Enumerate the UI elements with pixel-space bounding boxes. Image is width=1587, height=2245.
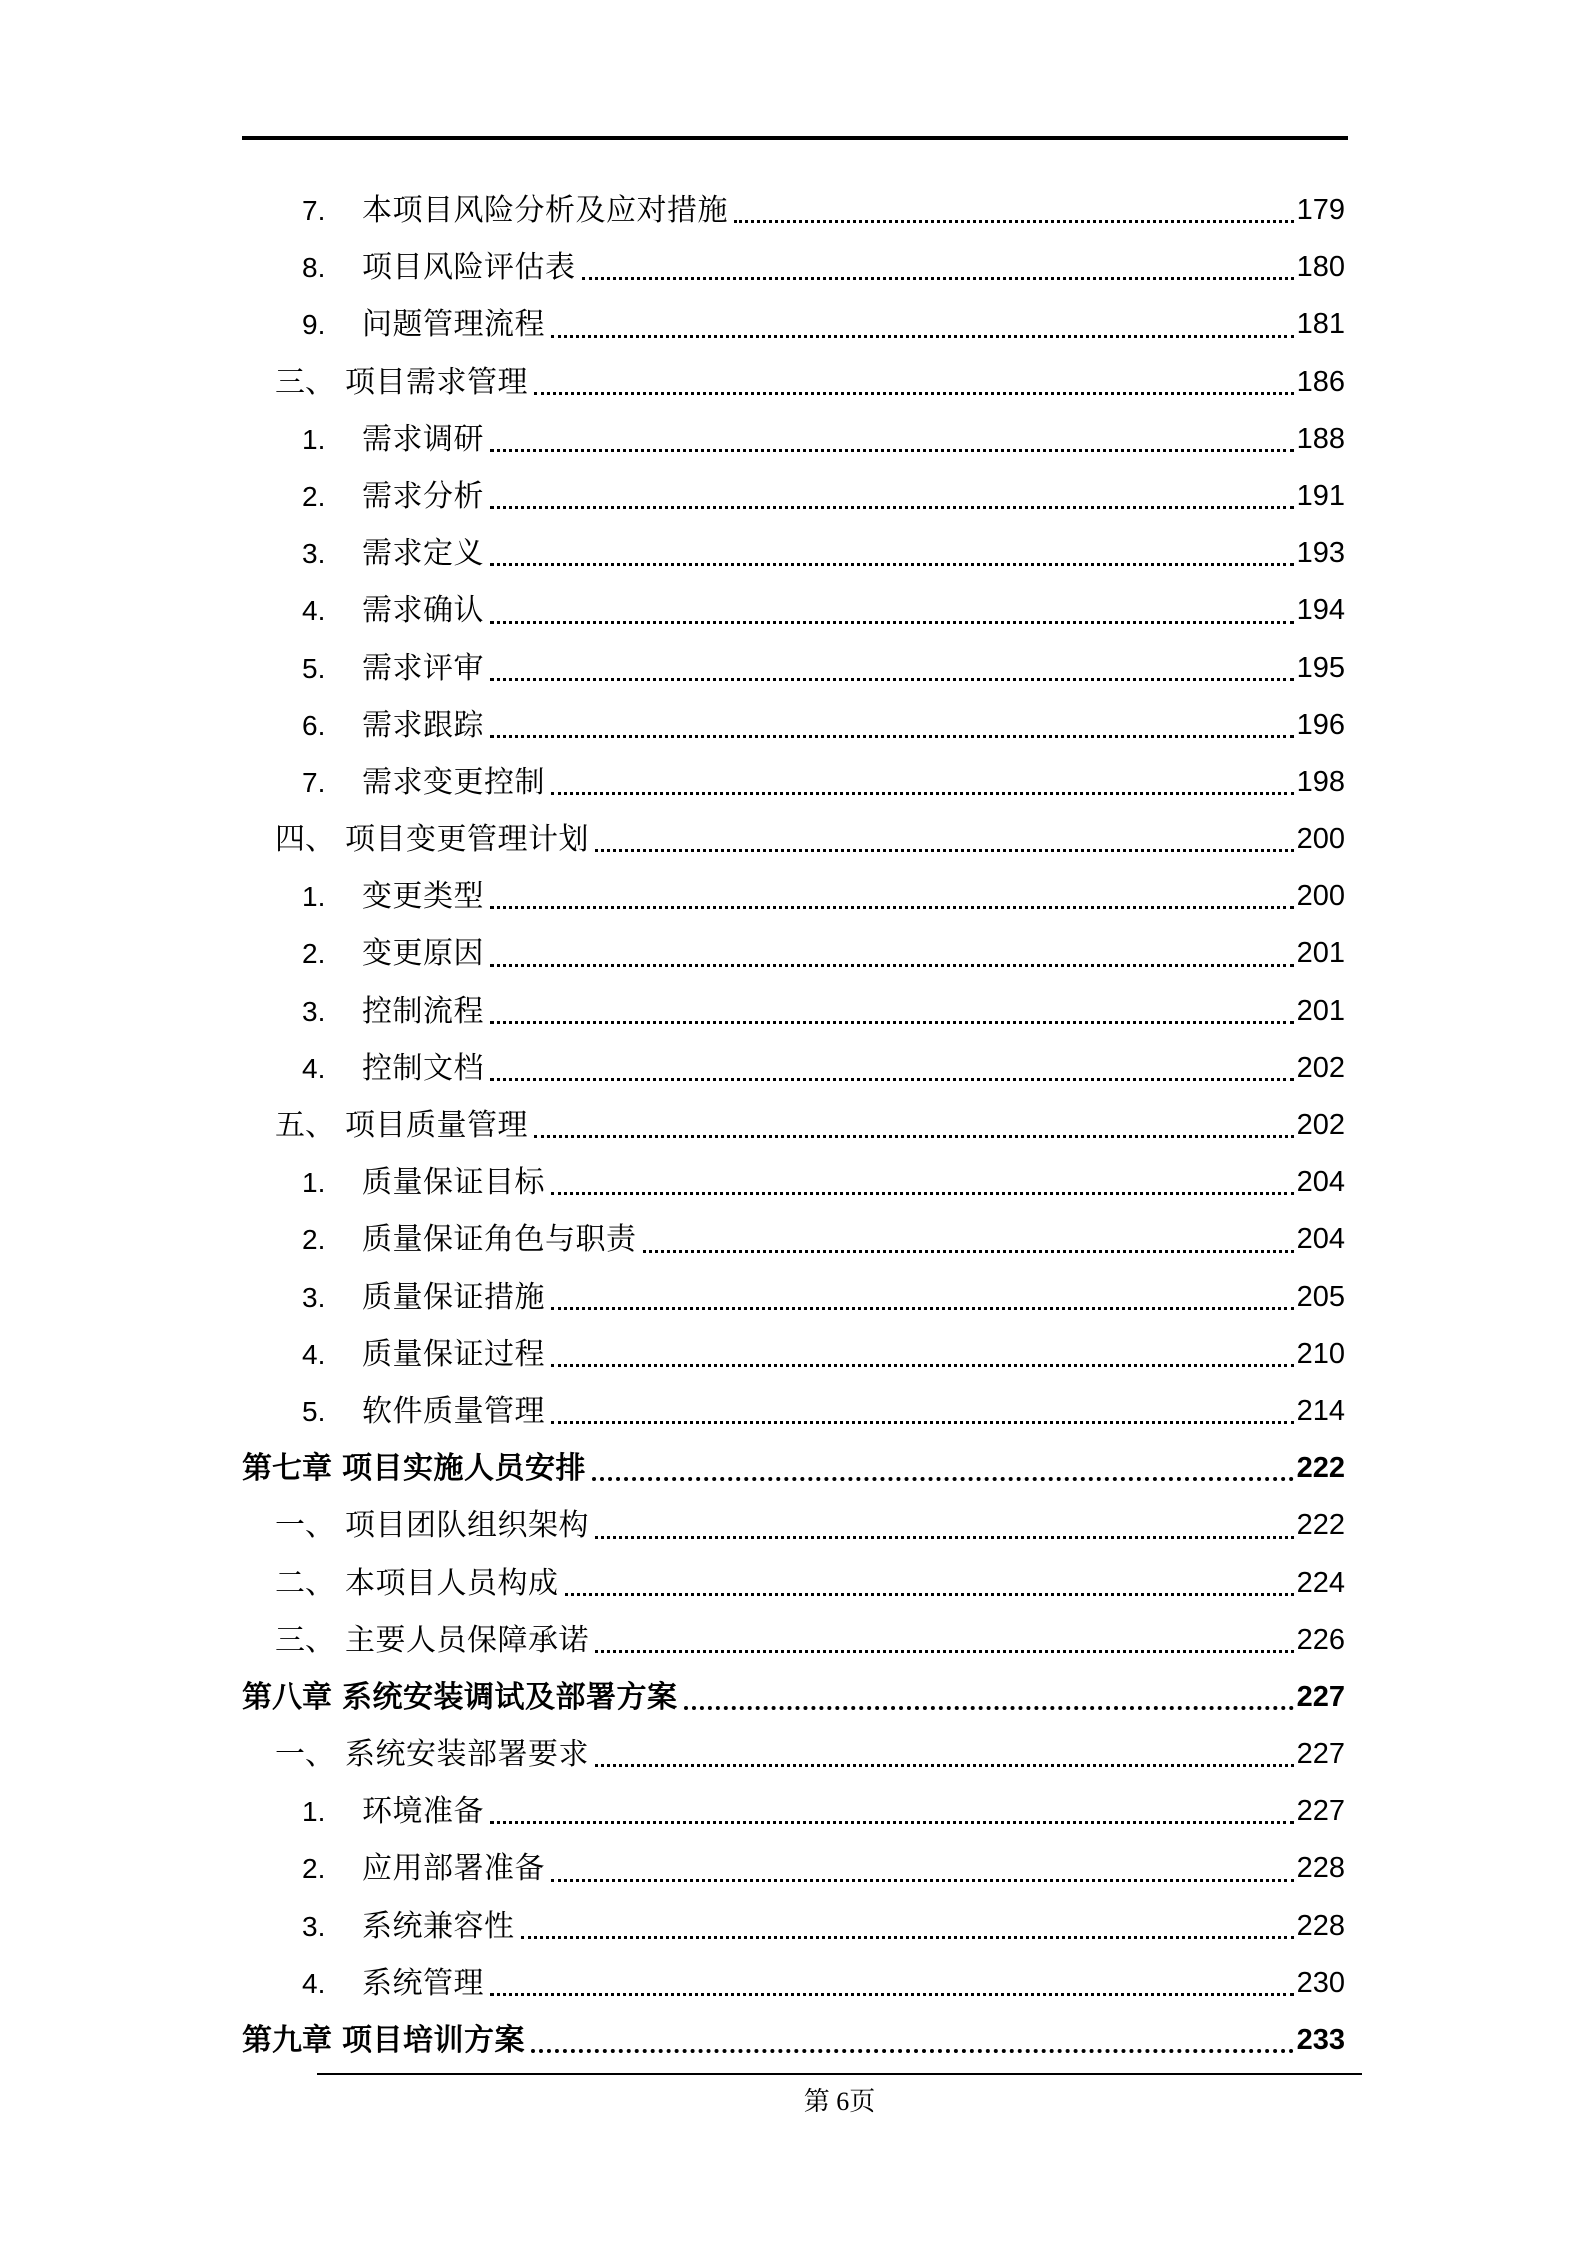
entry-marker: 2. (302, 1224, 326, 1256)
dot-leader (490, 1021, 1294, 1024)
dot-leader (490, 1821, 1294, 1824)
entry-marker: 1. (302, 1796, 326, 1828)
toc-entry[interactable] (242, 983, 1345, 1040)
toc-entry[interactable] (242, 1955, 1345, 2012)
dot-leader (595, 1650, 1294, 1653)
entry-title: 软件质量管理 (362, 1394, 545, 1428)
header-rule (242, 136, 1348, 140)
toc-entry[interactable] (242, 868, 1345, 925)
entry-marker: 1. (302, 1167, 326, 1199)
entry-marker: 5. (302, 652, 326, 684)
entry-page-number: 204 (1296, 1223, 1345, 1256)
toc-entry[interactable] (242, 1898, 1345, 1955)
toc-entry[interactable] (242, 811, 1345, 868)
entry-marker: 第九章 (242, 2024, 332, 2057)
toc-entry[interactable] (242, 1383, 1345, 1440)
entry-page-number: 233 (1296, 2024, 1345, 2056)
entry-title: 环境准备 (362, 1795, 484, 1829)
entry-page-number: 228 (1296, 1852, 1345, 1885)
dot-leader (734, 220, 1294, 223)
entry-page-number: 200 (1296, 880, 1345, 913)
toc-entry[interactable] (242, 697, 1345, 754)
entry-title: 系统安装部署要求 (345, 1738, 589, 1772)
dot-leader (534, 1135, 1294, 1138)
entry-marker: 四、 (275, 823, 335, 857)
dot-leader (592, 1477, 1294, 1481)
dot-leader (565, 1593, 1294, 1596)
entry-page-number: 205 (1296, 1280, 1345, 1313)
dot-leader (521, 1936, 1294, 1939)
entry-title: 需求分析 (362, 479, 484, 513)
toc-entry[interactable] (242, 1783, 1345, 1840)
entry-page-number: 201 (1296, 937, 1345, 970)
toc-entry[interactable] (242, 2012, 1345, 2069)
entry-title: 系统兼容性 (362, 1909, 515, 1943)
entry-page-number: 227 (1296, 1680, 1345, 1713)
entry-title: 变更原因 (362, 937, 484, 971)
entry-marker: 二、 (275, 1566, 335, 1600)
table-of-contents (242, 182, 1345, 2069)
entry-page-number: 180 (1296, 251, 1345, 284)
dot-leader (595, 1536, 1294, 1539)
dot-leader (551, 1879, 1294, 1882)
entry-title: 需求评审 (362, 651, 484, 685)
entry-marker: 5. (302, 1395, 326, 1427)
entry-marker: 8. (302, 252, 326, 284)
dot-leader (551, 1192, 1294, 1195)
dot-leader (551, 1421, 1294, 1424)
toc-entry[interactable] (242, 468, 1345, 525)
entry-page-number: 222 (1296, 1452, 1345, 1485)
entry-title: 需求跟踪 (362, 708, 484, 742)
dot-leader (595, 849, 1294, 852)
entry-marker: 一、 (275, 1738, 335, 1772)
dot-leader (582, 277, 1294, 280)
toc-entry[interactable] (242, 1612, 1345, 1669)
entry-page-number: 198 (1296, 765, 1345, 798)
entry-page-number: 230 (1296, 1966, 1345, 1999)
toc-entry[interactable] (242, 296, 1345, 353)
footer-page-label: 第 6页 (803, 2087, 876, 2116)
entry-page-number: 193 (1296, 537, 1345, 570)
entry-title: 项目变更管理计划 (345, 823, 589, 857)
dot-leader (595, 1764, 1294, 1767)
entry-page-number: 179 (1296, 194, 1345, 226)
entry-title: 应用部署准备 (362, 1852, 545, 1886)
dot-leader (490, 449, 1294, 452)
entry-title: 需求变更控制 (362, 765, 545, 799)
dot-leader (490, 563, 1294, 566)
entry-marker: 4. (302, 1052, 326, 1084)
toc-entry[interactable] (242, 354, 1345, 411)
entry-marker: 4. (302, 595, 326, 627)
entry-marker: 五、 (275, 1109, 335, 1142)
entry-page-number: 210 (1296, 1337, 1345, 1370)
toc-entry[interactable] (242, 1211, 1345, 1268)
entry-marker: 1. (302, 423, 326, 455)
dot-leader (551, 1307, 1294, 1310)
entry-marker: 三、 (275, 365, 335, 399)
entry-page-number: 200 (1296, 823, 1345, 856)
toc-entry[interactable] (242, 1840, 1345, 1897)
entry-marker: 4. (302, 1338, 326, 1370)
dot-leader (490, 964, 1294, 967)
entry-title: 项目培训方案 (342, 2024, 525, 2057)
entry-title: 系统安装调试及部署方案 (342, 1680, 678, 1714)
toc-entry[interactable] (242, 1497, 1345, 1554)
entry-marker: 2. (302, 1853, 326, 1885)
entry-title: 项目质量管理 (345, 1109, 528, 1142)
toc-entry[interactable] (242, 640, 1345, 697)
footer-rule (317, 2073, 1362, 2075)
entry-page-number: 222 (1296, 1509, 1345, 1542)
entry-title: 系统管理 (362, 1966, 484, 2000)
dot-leader (490, 735, 1294, 738)
toc-entry[interactable] (242, 1555, 1345, 1612)
dot-leader (643, 1250, 1294, 1253)
entry-marker: 第七章 (242, 1452, 332, 1486)
entry-title: 控制流程 (362, 994, 484, 1028)
entry-marker: 7. (302, 195, 326, 226)
toc-entry[interactable] (242, 925, 1345, 982)
toc-entry[interactable] (242, 1269, 1345, 1326)
entry-marker: 3. (302, 995, 326, 1027)
entry-title: 质量保证措施 (362, 1280, 545, 1314)
entry-page-number: 204 (1296, 1166, 1345, 1199)
toc-entry[interactable] (242, 1326, 1345, 1383)
entry-marker: 2. (302, 938, 326, 970)
dot-leader (684, 1706, 1294, 1710)
entry-title: 本项目人员构成 (345, 1566, 559, 1600)
toc-entry[interactable] (242, 525, 1345, 582)
dot-leader (551, 335, 1294, 338)
entry-page-number: 227 (1296, 1738, 1345, 1771)
entry-title: 项目实施人员安排 (342, 1452, 586, 1486)
toc-entry[interactable] (242, 1154, 1345, 1211)
entry-title: 质量保证过程 (362, 1337, 545, 1371)
entry-title: 质量保证目标 (362, 1166, 545, 1200)
entry-page-number: 202 (1296, 1109, 1345, 1141)
dot-leader (490, 678, 1294, 681)
entry-marker: 1. (302, 881, 326, 913)
entry-page-number: 226 (1296, 1623, 1345, 1656)
entry-title: 问题管理流程 (362, 308, 545, 342)
entry-marker: 3. (302, 538, 326, 570)
entry-marker: 一、 (275, 1509, 335, 1543)
entry-page-number: 214 (1296, 1394, 1345, 1427)
entry-page-number: 191 (1296, 479, 1345, 512)
entry-marker: 9. (302, 309, 326, 341)
dot-leader (551, 792, 1294, 795)
toc-entry[interactable] (242, 1440, 1345, 1497)
entry-marker: 3. (302, 1910, 326, 1942)
entry-marker: 4. (302, 1967, 326, 1999)
entry-title: 需求定义 (362, 537, 484, 571)
toc-entry[interactable] (242, 182, 1345, 239)
entry-marker: 6. (302, 709, 326, 741)
toc-entry[interactable] (242, 1097, 1345, 1154)
entry-marker: 三、 (275, 1623, 335, 1657)
entry-marker: 7. (302, 766, 326, 798)
dot-leader (490, 906, 1294, 909)
entry-page-number: 201 (1296, 994, 1345, 1027)
entry-page-number: 224 (1296, 1566, 1345, 1599)
toc-entry[interactable] (242, 582, 1345, 639)
entry-title: 项目团队组织架构 (345, 1509, 589, 1543)
entry-title: 项目需求管理 (345, 365, 528, 399)
entry-title: 需求调研 (362, 422, 484, 456)
entry-marker: 3. (302, 1281, 326, 1313)
entry-page-number: 202 (1296, 1051, 1345, 1084)
toc-entry[interactable] (242, 1726, 1345, 1783)
toc-entry[interactable] (242, 1040, 1345, 1097)
entry-title: 控制文档 (362, 1051, 484, 1085)
entry-page-number: 195 (1296, 651, 1345, 684)
toc-entry[interactable] (242, 754, 1345, 811)
toc-entry[interactable] (242, 239, 1345, 296)
entry-marker: 第八章 (242, 1680, 332, 1714)
dot-leader (534, 392, 1294, 395)
dot-leader (551, 1364, 1294, 1367)
entry-title: 需求确认 (362, 594, 484, 628)
entry-page-number: 188 (1296, 422, 1345, 455)
dot-leader (490, 621, 1294, 624)
entry-page-number: 196 (1296, 708, 1345, 741)
dot-leader (490, 1993, 1294, 1996)
dot-leader (531, 2049, 1294, 2053)
entry-page-number: 227 (1296, 1795, 1345, 1828)
entry-title: 主要人员保障承诺 (345, 1623, 589, 1657)
entry-title: 变更类型 (362, 880, 484, 914)
entry-page-number: 228 (1296, 1909, 1345, 1942)
entry-page-number: 186 (1296, 365, 1345, 398)
entry-page-number: 194 (1296, 594, 1345, 627)
entry-title: 质量保证角色与职责 (362, 1223, 637, 1257)
entry-page-number: 181 (1296, 308, 1345, 341)
dot-leader (490, 1078, 1294, 1081)
toc-entry[interactable] (242, 1669, 1345, 1726)
dot-leader (490, 506, 1294, 509)
entry-marker: 2. (302, 480, 326, 512)
entry-title: 项目风险评估表 (362, 251, 576, 285)
toc-entry[interactable] (242, 411, 1345, 468)
entry-title: 本项目风险分析及应对措施 (362, 194, 728, 227)
